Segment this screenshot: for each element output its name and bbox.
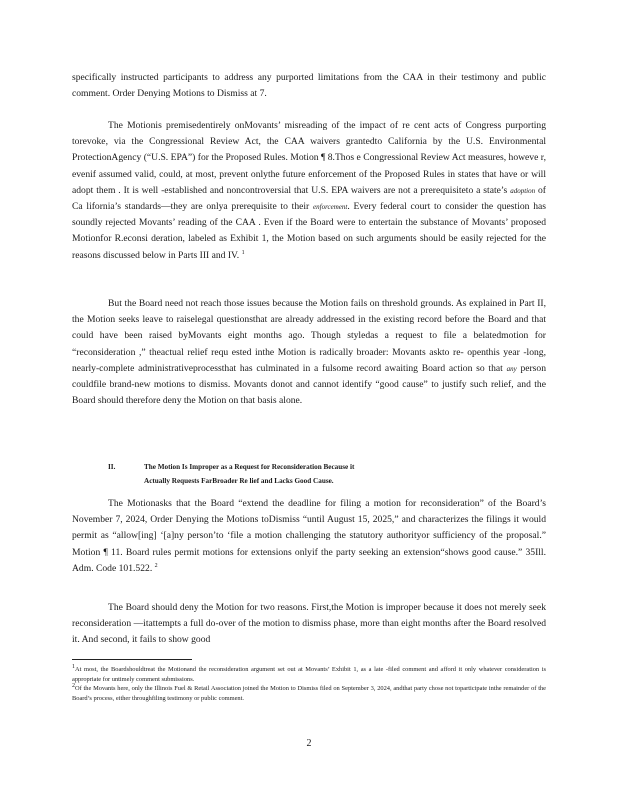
paragraph-2-text-c: . Every federal court to consider the question has soundly rejected Movants’ reading of the CAA . Even if the Board were to entertain the substance of Movants’ proposed Motionfor R.econsi deration, labeled as Exhibit 1, the Motion based on such arguments should be easily rejected for the reasons discussed below in Parts III and IV. (72, 201, 546, 261)
paragraph-4-text: The Motionasks that the Board “extend the deadline for filing a motion for reconsideration” of the Board’s November 7, 2024, Order Denying the Motions toDismiss “until August 15, 2025,” and characterizes the filings it would permit as “allow[ing] ‘[a]ny person’to ‘file a motion challenging the statutory authorityor sufficiency of the proposal.” Motion ¶ 11. Board rules permit motions for extensions onlyif the party seeking an extension“shows good cause.” 35Ill. Adm. Code 101.522. (72, 498, 546, 574)
italic-any: any (506, 364, 517, 373)
body-paragraph-2 (72, 118, 546, 264)
footnote-ref-2: 2 (154, 562, 158, 569)
section-number: II. (108, 463, 116, 471)
paragraph-5-text: The Board should deny the Motion for two reasons. First,the Motion is improper because it does not merely seek reconsideration —itattempts a full do-over of the motion to dismiss phase, more than eight months after the Board resolved it. And second, it fails to show good (72, 602, 546, 646)
footnote-2 (72, 684, 546, 703)
paragraph-1-text: specifically instructed participants to address any purported limitations from the CAA in their testimony and public comment. Order Denying Motions to Dismiss at 7. (72, 72, 546, 100)
body-paragraph-3 (72, 296, 546, 409)
body-paragraph-1 (72, 70, 546, 102)
section-heading (108, 460, 518, 488)
paragraph-3-text-a: But the Board need not reach those issues because the Motion fails on threshold grounds. As explained in Part II, the Motion seeks leave to raiselegal questionsthat are already addressed in the existing record before the Board and that could have been raised byMovants eight months ago. Though styledas a request to file a belatedmotion for “reconsideration ,” theactual relief requ ested inthe Motion is radically broader: Movants askto re- openthis year -long, nearly-complete administrativeprocessthat has culminated in a fulsome record awaiting Board action so that (72, 298, 546, 374)
italic-adoption: adoption (510, 186, 536, 195)
footnote-1-marker: 1 (72, 663, 75, 670)
footnote-1 (72, 665, 546, 684)
paragraph-3-text-b: person couldfile brand-new motions to dismiss. Movants donot and cannot identify “good cause” to justify such relief, and the Board should therefore deny the Motion on that basis alone. (72, 362, 547, 407)
footnote-divider (72, 659, 192, 660)
paragraph-2-text-a: The Motionis premisedentirely onMovants’ misreading of the impact of re cent acts of Congress purporting torevoke, via the Congressional Review Act, the CAA waivers grantedto California by the U.S. Environmental ProtectionAgency (“U.S. EPA”) for the Proposed Rules. Motion ¶ 8.Thos e Congressional Review Act measures, howeve r, evenif assumed valid, could, at most, prevent onlythe future enforcement of the Proposed Rules in states that have or will adopt them . It is well -established and noncontroversial that U.S. EPA waivers are not a prerequisiteto a state’s (72, 120, 546, 196)
page-number: 2 (306, 738, 312, 749)
body-paragraph-4 (72, 496, 546, 577)
section-heading-line-2: Actually Requests FarBroader Re lief and Lacks Good Cause. (144, 477, 334, 485)
footnote-ref-1: 1 (241, 249, 245, 256)
paragraph-2-text-b: of Ca lifornia’s standards—they are onlya prerequisite to their (72, 184, 546, 213)
section-heading-line-1: The Motion Is Improper as a Request for Reconsideration Because it (144, 463, 355, 471)
body-paragraph-5 (72, 600, 546, 649)
footnote-2-text: Of the Movants here, only the Illinois Fuel & Retail Association joined the Motion to Dismiss filed on September 3, 2024, andthat party chose not toparticipate inthe remainder of the Board’s process, either throughfiling testimony or public comment. (72, 685, 546, 702)
footnote-2-marker: 2 (72, 682, 75, 689)
footnote-1-text: At most, the Boardshouldtreat the Motionand the reconsideration argument set out at Movants’ Exhibit 1, as a late -filed comment and afford it only whatever consideration is appropriate for untimely comment submissions. (72, 666, 546, 683)
italic-enforcement: enforcement (313, 203, 348, 212)
